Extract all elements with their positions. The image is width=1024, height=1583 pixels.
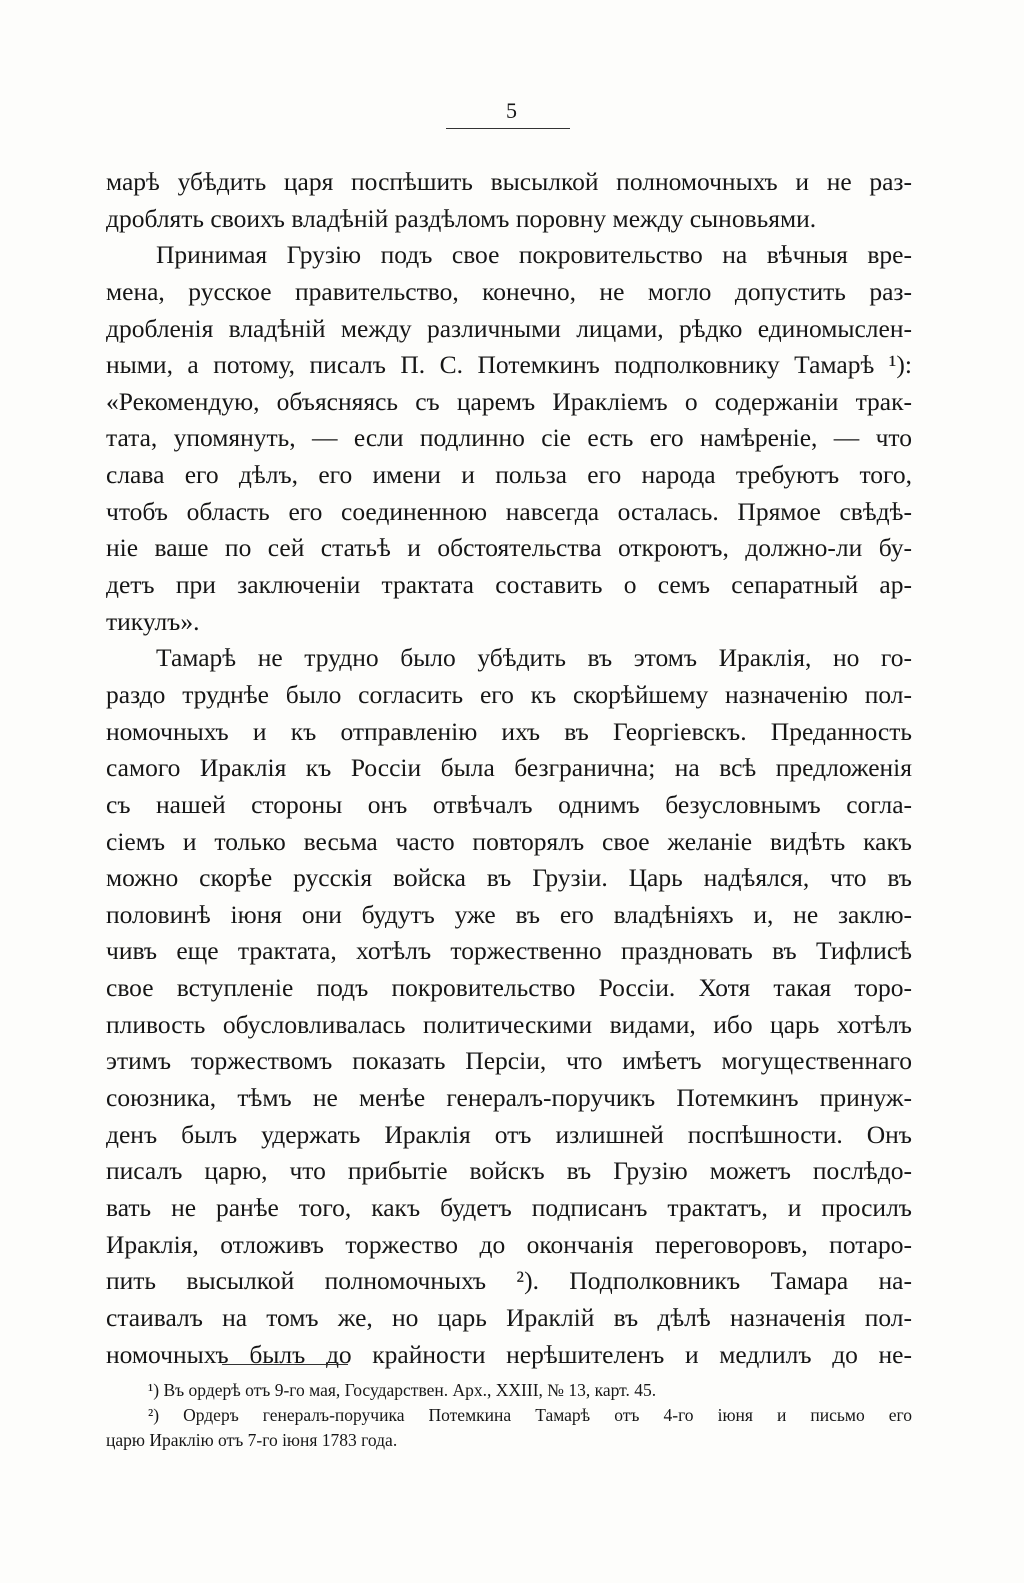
text-line: номочныхъ и къ отправленію ихъ въ Георгіевскъ. Преданность [106,716,912,746]
text-line: «Рекомендую, объясняясь съ царемъ Ираклiемъ о содержаніи трак- [106,386,912,416]
text-line: номочныхъ былъ до крайности нерѣшителенъ и медлилъ до не- [106,1339,912,1369]
text-line: съ нашей стороны онъ отвѣчалъ однимъ безусловнымъ согла- [106,789,912,819]
text-line: марѣ убѣдить царя поспѣшить высылкой полномочныхъ и не раз- [106,167,912,196]
footnotes [106,1378,912,1453]
footnote-rule [222,1364,348,1365]
text-line: половинѣ іюня они будутъ уже въ его владѣніяхъ и, не заклю- [106,899,912,929]
text-line: раздо труднѣе было согласить его къ скорѣйшему назначенію пол- [106,679,912,709]
text-line: этимъ торжествомъ показать Персіи, что имѣетъ могущественнаго [106,1046,912,1076]
text-line: дроблять своихъ владѣній раздѣломъ поровну между сыновьями. [106,203,817,233]
page-number: 5 [506,98,518,123]
text-line: самого Ираклія къ Россіи была безгранична; на всѣ предложенія [106,753,912,783]
text-line: ными, а потому, писалъ П. С. Потемкинъ подполковнику Тамарѣ ¹): [106,350,912,380]
text-line: сіемъ и только весьма часто повторялъ свое желаніе видѣть какъ [106,826,912,856]
text-line: пливость обусловливалась политическими видами, ибо царь хотѣлъ [106,1009,912,1039]
text-line: Тамарѣ не трудно было убѣдить въ этомъ Ираклія, но го- [156,643,912,673]
text-line: ніе ваше по сей статьѣ и обстоятельства откроютъ, должно-ли бу- [106,533,912,563]
text-line: свое вступленіе подъ покровительство Россіи. Хотя такая торо- [106,973,912,1003]
text-line: можно скорѣе русскія войска въ Грузіи. Царь надѣялся, что въ [106,863,912,893]
text-line: чтобъ область его соединенною навсегда осталась. Прямое свѣдѣ- [106,496,912,526]
text-line: тата, упомянуть, — если подлинно сіе есть его намѣреніе, — что [106,423,912,453]
text-line: чивъ еще трактата, хотѣлъ торжественно праздновать въ Тифлисѣ [106,936,912,966]
header-rule [446,128,570,129]
text-line: стаивалъ на томъ же, но царь Ираклій въ дѣлѣ назначенія пол- [106,1302,912,1332]
text-line: дробленія владѣній между различными лицами, рѣдко единомыслен- [106,313,912,343]
text-line: вать не ранѣе того, какъ будетъ подписанъ трактатъ, и просилъ [106,1192,912,1222]
body-text [106,164,912,1373]
text-line: писалъ царю, что прибытіе войскъ въ Грузію можетъ послѣдо- [106,1156,912,1186]
footnote-line: царю Ираклію отъ 7-го іюня 1783 года. [106,1430,398,1450]
text-line: тикулъ». [106,606,200,636]
text-line: пить высылкой полномочныхъ ²). Подполковникъ Тамара на- [106,1266,912,1296]
text-line: денъ былъ удержать Ираклія отъ излишней поспѣшности. Онъ [106,1119,912,1149]
text-line: Ираклія, отложивъ торжество до окончанія переговоровъ, потаро- [106,1229,912,1259]
footnote-line: ¹) Въ ордерѣ отъ 9-го мая, Государствен. Арх., XXIII, № 13, карт. 45. [148,1380,657,1400]
text-line: детъ при заключеніи трактата составить о семъ сепаратный ар- [106,570,912,600]
text-line: слава его дѣлъ, его имени и польза его народа требуютъ того, [106,460,912,490]
text-line: мена, русское правительство, конечно, не могло допустить раз- [106,276,912,306]
footnote-line: ²) Ордеръ генералъ-поручика Потемкина Тамарѣ отъ 4-го іюня и письмо его [148,1405,912,1425]
text-line: союзника, тѣмъ не менѣе генералъ-поручикъ Потемкинъ принуж- [106,1083,912,1113]
text-line: Принимая Грузію подъ свое покровительство на вѣчныя вре- [156,240,912,270]
